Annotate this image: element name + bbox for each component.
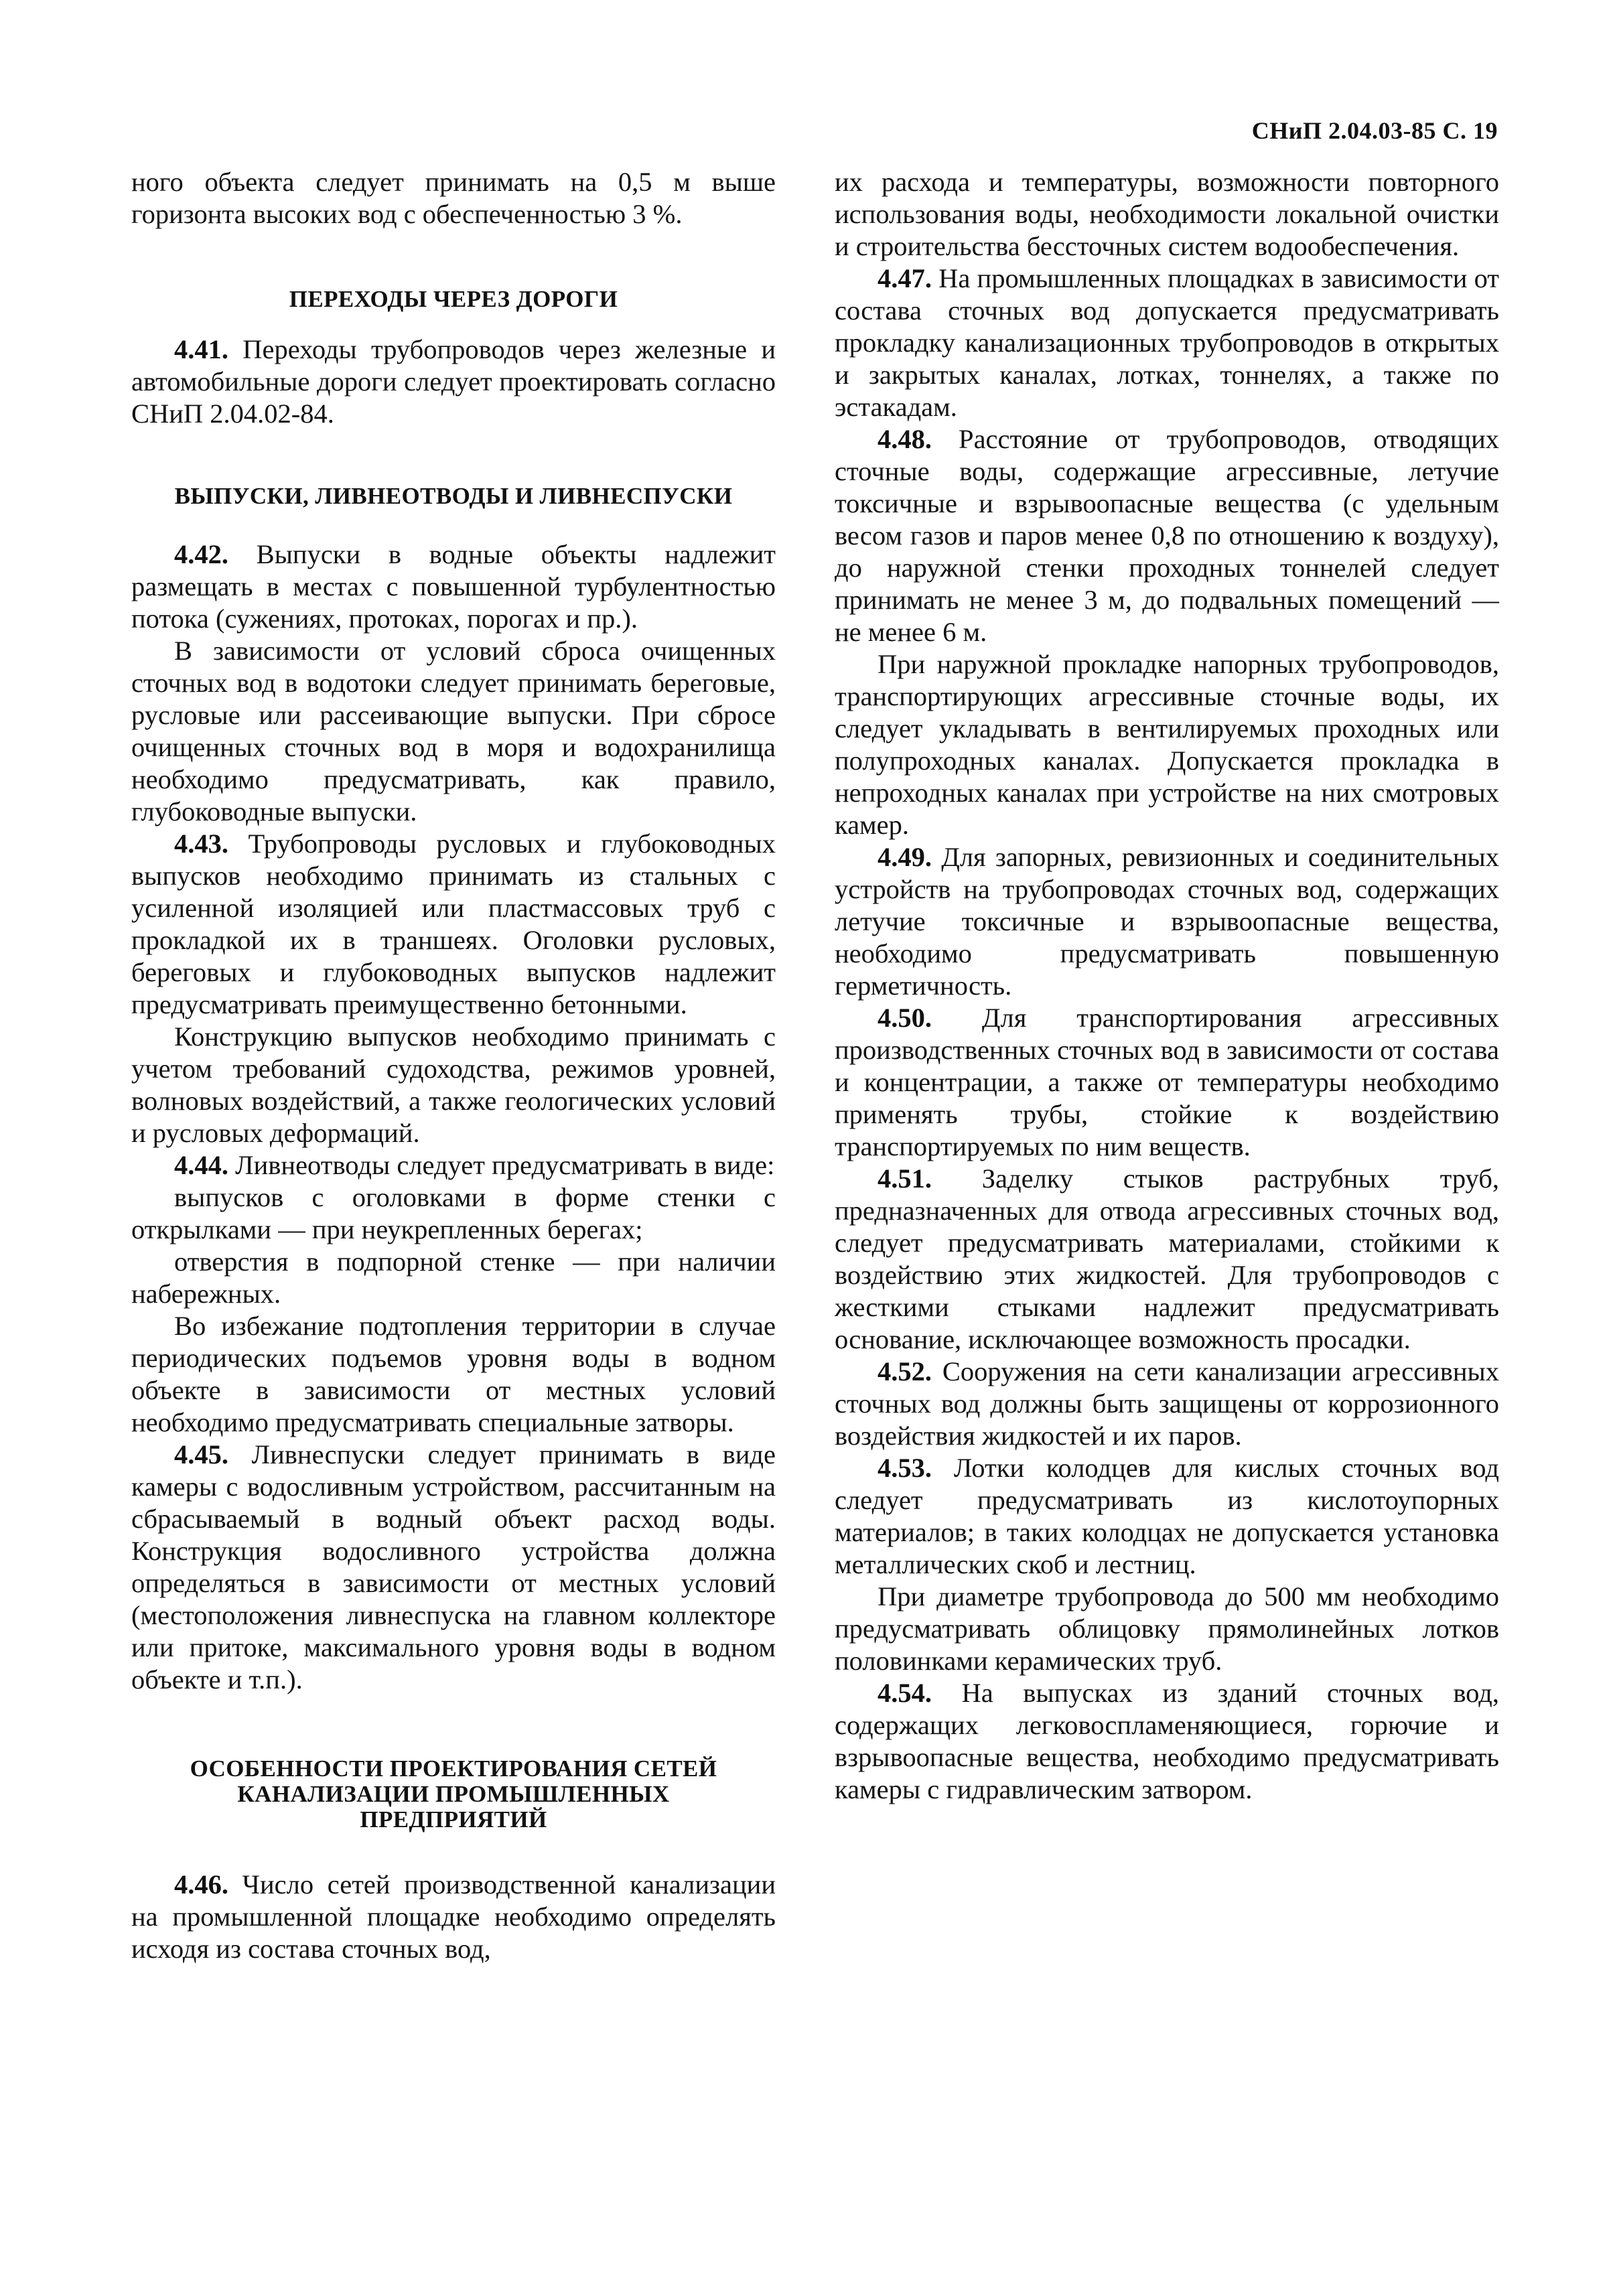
- clause-4-52: [835, 1356, 1499, 1452]
- paragraph-continuation: их расхода и температуры, возможности повторного использования воды, необходимости локальной очистки и строительства бессточных систем водообеспечения.: [835, 167, 1499, 261]
- clause-number: 4.53.: [878, 1453, 932, 1483]
- clause-4-46: [131, 1869, 776, 1965]
- paragraph: Конструкцию выпусков необходимо принимать с учетом требований судоходства, режимов уровней, волновых воздействий, а также геологических условий и русловых деформаций.: [131, 1021, 776, 1148]
- clause-text: Переходы трубопроводов через железные и автомобильные дороги следует проектировать согласно СНиП 2.04.02-84.: [131, 334, 776, 429]
- clause-text: Число сетей производственной канализации на промышленной площадке необходимо определять исходя из состава сточных вод,: [131, 1869, 776, 1964]
- clause-text: Выпуски в водные объекты надлежит размещать в местах с повышенной турбулентностью потока (сужениях, протоках, порогах и пр.).: [131, 539, 776, 634]
- clause-4-48: [835, 423, 1499, 648]
- clause-text: Лотки колодцев для кислых сточных вод следует предусматривать из кислотоупорных материалов; в таких колодцах не допускается установка металлических скоб и лестниц.: [835, 1453, 1499, 1579]
- clause-text: Трубопроводы русловых и глубоководных выпусков необходимо принимать из стальных с усиленной изоляцией или пластмассовых труб с прокладкой их в траншеях. Оголовки русловых, береговых и глубоководных выпусков надлежит предусматривать преимущественно бетонными.: [131, 829, 776, 1019]
- clause-4-42: [131, 539, 776, 635]
- paragraph: выпусков с оголовками в форме стенки с открылками — при неукрепленных берегах;: [131, 1182, 776, 1244]
- clause-4-51: [835, 1163, 1499, 1356]
- clause-text: Расстояние от трубопроводов, отводящих сточные воды, содержащие агрессивные, летучие токсичные и взрывоопасные вещества (с удельным весом газов и паров менее 0,8 по отношению к воздуху), до наружной стенки проходных тоннелей следует принимать не менее 3 м, до подвальных помещений — не менее 6 м.: [835, 424, 1499, 647]
- paragraph: отверстия в подпорной стенке — при наличии набережных.: [131, 1246, 776, 1309]
- running-header: СНиП 2.04.03-85 С. 19: [1251, 117, 1498, 144]
- paragraph: Во избежание подтопления территории в случае периодических подъемов уровня воды в водном объекте в зависимости от местных условий необходимо предусматривать специальные затворы.: [131, 1311, 776, 1437]
- clause-number: 4.47.: [878, 263, 932, 293]
- section-heading-industrial-networks: [131, 1756, 776, 1833]
- paragraph: При наружной прокладке напорных трубопроводов, транспортирующих агрессивные сточные воды, их следует укладывать в вентилируемых проходных или полупроходных каналах. Допускается прокладка в непроходных каналах при устройстве на них смотровых камер.: [835, 649, 1499, 840]
- paragraph: В зависимости от условий сброса очищенных сточных вод в водотоки следует принимать береговые, русловые или рассеивающие выпуски. При сбросе очищенных сточных вод в моря и водохранилища необходимо предусматривать, как правило, глубоководные выпуски.: [131, 636, 776, 827]
- clause-text: Для транспортирования агрессивных производственных сточных вод в зависимости от состава и концентрации, а также от температуры необходимо применять трубы, стойкие к воздействию транспортируемых по ним веществ.: [835, 1003, 1499, 1161]
- clause-4-49: [835, 841, 1499, 1002]
- paragraph: При диаметре трубопровода до 500 мм необходимо предусматривать облицовку прямолинейных лотков половинками керамических труб.: [835, 1581, 1499, 1676]
- heading-line: ПРЕДПРИЯТИЙ: [360, 1806, 547, 1833]
- clause-4-47: [835, 263, 1499, 423]
- clause-text: Ливнеотводы следует предусматривать в виде:: [228, 1150, 775, 1180]
- clause-number: 4.44.: [174, 1150, 228, 1180]
- clause-number: 4.52.: [878, 1356, 932, 1386]
- clause-number: 4.42.: [174, 539, 228, 569]
- clause-4-43: [131, 828, 776, 1021]
- clause-number: 4.51.: [878, 1163, 932, 1194]
- paragraph-continuation: ного объекта следует принимать на 0,5 м выше горизонта высоких вод с обеспеченностью 3 %.: [131, 167, 776, 229]
- clause-number: 4.49.: [878, 842, 932, 872]
- clause-4-53: [835, 1452, 1499, 1581]
- clause-4-44: [131, 1149, 776, 1181]
- section-heading-outlets: ВЫПУСКИ, ЛИВНЕОТВОДЫ И ЛИВНЕСПУСКИ: [174, 483, 733, 509]
- clause-number: 4.48.: [878, 424, 932, 454]
- left-column: [131, 166, 776, 1965]
- clause-number: 4.43.: [174, 829, 228, 859]
- clause-text: Для запорных, ревизионных и соединительных устройств на трубопроводах сточных вод, содержащих летучие токсичные и взрывоопасные вещества, необходимо предусматривать повышенную герметичность.: [835, 842, 1499, 1001]
- clause-number: 4.46.: [174, 1869, 228, 1899]
- clause-number: 4.50.: [878, 1003, 932, 1033]
- clause-text: Ливнеспуски следует принимать в виде камеры с водосливным устройством, рассчитанным на сбрасываемый в водный объект расход воды. Конструкция водосливного устройства должна определяться в зависимости от местных условий (местоположения ливнеспуска на главном коллекторе или притоке, максимального уровня воды в водном объекте и т.п.).: [131, 1439, 776, 1695]
- clause-text: На промышленных площадках в зависимости от состава сточных вод допускается предусматривать прокладку канализационных трубопроводов в открытых и закрытых каналах, лотках, тоннелях, а также по эстакадам.: [835, 263, 1499, 422]
- heading-line: ОСОБЕННОСТИ ПРОЕКТИРОВАНИЯ СЕТЕЙ: [190, 1755, 717, 1782]
- heading-line: КАНАЛИЗАЦИИ ПРОМЫШЛЕННЫХ: [237, 1781, 670, 1807]
- clause-text: Заделку стыков раструбных труб, предназначенных для отвода агрессивных сточных вод, следует предусматривать материалами, стойкими к воздействию этих жидкостей. Для трубопроводов с жесткими стыками надлежит предусматривать основание, исключающее возможность просадки.: [835, 1163, 1499, 1354]
- clause-text: На выпусках из зданий сточных вод, содержащих легковоспламеняющиеся, горючие и взрывоопасные вещества, необходимо предусматривать камеры с гидравлическим затвором.: [835, 1678, 1499, 1804]
- right-column: [835, 166, 1499, 1806]
- clause-4-54: [835, 1677, 1499, 1806]
- clause-4-45: [131, 1439, 776, 1696]
- clause-number: 4.45.: [174, 1439, 228, 1469]
- clause-number: 4.41.: [174, 334, 228, 364]
- clause-4-50: [835, 1002, 1499, 1163]
- clause-number: 4.54.: [878, 1678, 932, 1708]
- section-heading-road-crossings: ПЕРЕХОДЫ ЧЕРЕЗ ДОРОГИ: [289, 286, 618, 312]
- clause-text: Сооружения на сети канализации агрессивных сточных вод должны быть защищены от коррозионного воздействия жидкостей и их паров.: [835, 1356, 1499, 1451]
- clause-4-41: [131, 334, 776, 430]
